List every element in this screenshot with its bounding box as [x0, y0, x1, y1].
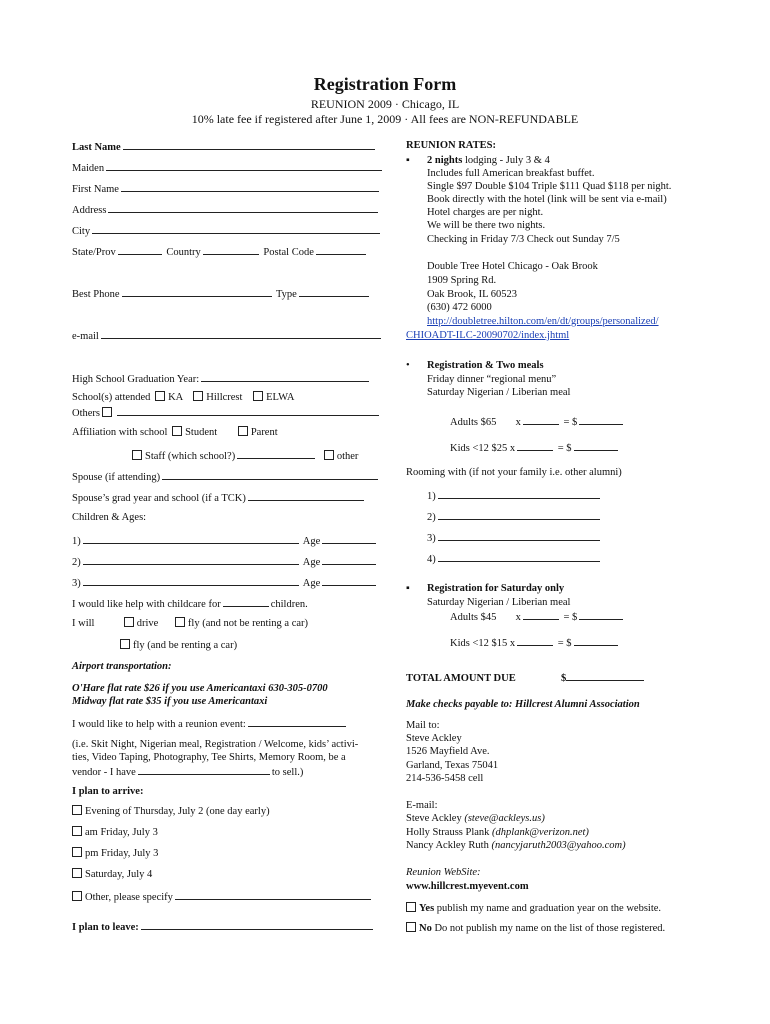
city-field[interactable] — [92, 223, 380, 234]
rate-line-4: Hotel charges are per night. — [427, 207, 544, 218]
spouse-grad-field[interactable] — [248, 490, 364, 501]
last-name-row: Last Name — [72, 139, 377, 154]
others-row: Others — [72, 405, 381, 420]
arrive-option-5: Other, please specify — [72, 889, 373, 904]
travel-row: I will drive fly (and not be renting a car) — [72, 618, 309, 629]
grad-year-field[interactable] — [201, 371, 369, 382]
rate-line-5: We will be there two nights. — [427, 220, 546, 231]
drive-checkbox[interactable] — [124, 617, 134, 627]
meals-line-2: Saturday Nigerian / Liberian meal — [427, 387, 571, 398]
arrive-option-3: pm Friday, July 3 — [72, 847, 158, 860]
square-bullet-icon: ▪ — [406, 155, 410, 166]
rate-line-6: Checking in Friday 7/3 Check out Sunday 7/5 — [427, 234, 620, 245]
saturday-adults-row: Adults $45 x = $ — [450, 609, 625, 624]
child-3-name-field[interactable] — [83, 575, 299, 586]
adults-row: Adults $65 x = $ — [450, 414, 625, 429]
help-event-row: I would like to help with a reunion event: — [72, 716, 348, 731]
ohare-rate: O'Hare flat rate $26 if you use Americantaxi 630-305-0700 — [72, 683, 328, 694]
publish-yes-checkbox[interactable] — [406, 902, 416, 912]
adults-count-field[interactable] — [523, 414, 559, 425]
arrive-other-field[interactable] — [175, 889, 371, 900]
rates-heading: REUNION RATES: — [406, 140, 496, 151]
leave-row: I plan to leave: — [72, 919, 375, 934]
saturday-adults-count-field[interactable] — [523, 609, 559, 620]
first-name-field[interactable] — [121, 181, 379, 192]
postal-code-field[interactable] — [316, 244, 366, 255]
adults-total-field[interactable] — [579, 414, 623, 425]
email-contact-1: Steve Ackley (steve@ackleys.us) — [406, 813, 545, 824]
fly-car-row: fly (and be renting a car) — [118, 639, 237, 652]
saturday-heading: ▪ Registration for Saturday only — [406, 583, 565, 594]
state-field[interactable] — [118, 244, 162, 255]
child-1-name-field[interactable] — [83, 533, 299, 544]
hotel-link-line-1[interactable]: http://doubletree.hilton.com/en/dt/groups/personalized/ — [427, 316, 659, 327]
airport-heading: Airport transportation: — [72, 661, 172, 672]
address-row: Address — [72, 202, 380, 217]
others-checkbox[interactable] — [102, 407, 112, 417]
kids-count-field[interactable] — [517, 440, 553, 451]
late-fee-notice: 10% late fee if registered after June 1, 2009 · All fees are NON-REFUNDABLE — [191, 112, 579, 126]
hotel-phone: (630) 472 6000 — [427, 302, 492, 313]
ka-checkbox[interactable] — [155, 391, 165, 401]
vendor-items-field[interactable] — [138, 764, 270, 775]
child-1-age-field[interactable] — [322, 533, 376, 544]
mail-city: Garland, Texas 75041 — [406, 760, 499, 771]
rooming-label: Rooming with (if not your family i.e. other alumni) — [406, 467, 622, 478]
childcare-row: I would like help with childcare for children. — [72, 596, 308, 611]
last-name-field[interactable] — [123, 139, 375, 150]
arrive-option-2: am Friday, July 3 — [72, 826, 158, 839]
child-2-age-field[interactable] — [322, 554, 376, 565]
mail-phone: 214-536-5458 cell — [406, 773, 484, 784]
phone-field[interactable] — [122, 286, 272, 297]
arrive-4-checkbox[interactable] — [72, 868, 82, 878]
other-affiliation-checkbox[interactable] — [324, 450, 334, 460]
arrive-heading: I plan to arrive: — [72, 786, 144, 797]
staff-row: Staff (which school?) other — [130, 448, 358, 463]
publish-yes-row: Yes publish my name and graduation year on the website. — [406, 902, 661, 915]
arrive-5-checkbox[interactable] — [72, 891, 82, 901]
children-label: Children & Ages: — [72, 512, 147, 523]
mail-street: 1526 Mayfield Ave. — [406, 746, 490, 757]
help-list-2: ties, Video Taping, Photography, Tee Shirts, Memory Room, be a — [72, 752, 346, 763]
saturday-adults-total-field[interactable] — [579, 609, 623, 620]
mail-name: Steve Ackley — [406, 733, 462, 744]
email-contact-3: Nancy Ackley Ruth (nancyjaruth2003@yahoo.com) — [406, 840, 626, 851]
spouse-row: Spouse (if attending) — [72, 469, 380, 484]
rooming-1-field[interactable] — [438, 488, 600, 499]
child-3-age-field[interactable] — [322, 575, 376, 586]
email-row: e-mail — [72, 328, 383, 343]
arrive-3-checkbox[interactable] — [72, 847, 82, 857]
affiliation-row: Affiliation with school Student Parent — [72, 427, 278, 438]
publish-no-checkbox[interactable] — [406, 922, 416, 932]
rate-line-2: Single $97 Double $104 Triple $111 Quad $118 per night. — [427, 181, 672, 192]
saturday-line-1: Saturday Nigerian / Liberian meal — [427, 597, 571, 608]
childcare-count-field[interactable] — [223, 596, 269, 607]
fly-no-car-checkbox[interactable] — [175, 617, 185, 627]
schools-row: School(s) attended KA Hillcrest ELWA — [72, 392, 295, 403]
grad-year-row: High School Graduation Year: — [72, 371, 371, 386]
hotel-link-line-2[interactable]: CHIOADT-ILC-20090702/index.jhtml — [406, 330, 570, 341]
elwa-checkbox[interactable] — [253, 391, 263, 401]
address-field[interactable] — [108, 202, 378, 213]
form-title: Registration Form — [313, 74, 457, 94]
help-list-3: vendor - I have to sell.) — [72, 764, 303, 779]
total-amount-field[interactable] — [566, 670, 644, 681]
arrive-option-4: Saturday, July 4 — [72, 868, 152, 881]
rate-line-1: Includes full American breakfast buffet. — [427, 168, 595, 179]
parent-checkbox[interactable] — [238, 426, 248, 436]
arrive-2-checkbox[interactable] — [72, 826, 82, 836]
website-label: Reunion WebSite: — [406, 867, 481, 878]
saturday-kids-total-field[interactable] — [574, 635, 618, 646]
city-row: City — [72, 223, 382, 238]
phone-type-field[interactable] — [299, 286, 369, 297]
rooming-3-field[interactable] — [438, 530, 600, 541]
first-name-row: First Name — [72, 181, 381, 196]
hotel-name: Double Tree Hotel Chicago - Oak Brook — [427, 261, 598, 272]
rooming-row-2: 2) — [406, 509, 602, 524]
staff-checkbox[interactable] — [132, 450, 142, 460]
kids-total-field[interactable] — [574, 440, 618, 451]
rate-line-3: Book directly with the hotel (link will be sent via e-mail) — [427, 194, 667, 205]
publish-no-row: No Do not publish my name on the list of those registered. — [406, 922, 665, 935]
email-contact-2: Holly Strauss Plank (dhplank@verizon.net) — [406, 827, 589, 838]
rooming-row-3: 3) — [406, 530, 602, 545]
child-row-3: 3) Age — [72, 575, 378, 590]
meals-line-1: Friday dinner “regional menu” — [427, 374, 557, 385]
leave-field[interactable] — [141, 919, 373, 930]
student-checkbox[interactable] — [172, 426, 182, 436]
rooming-4-field[interactable] — [438, 551, 600, 562]
rooming-row-1: 1) — [406, 488, 602, 503]
rooming-2-field[interactable] — [438, 509, 600, 520]
rooming-row-4: 4) — [406, 551, 602, 566]
checks-payable: Make checks payable to: Hillcrest Alumni Association — [406, 699, 640, 710]
arrive-option-1: Evening of Thursday, July 2 (one day early) — [72, 805, 270, 818]
child-2-name-field[interactable] — [83, 554, 299, 565]
phone-row: Best Phone Type — [72, 286, 371, 301]
hotel-street: 1909 Spring Rd. — [427, 275, 497, 286]
website-url: www.hillcrest.myevent.com — [406, 881, 529, 892]
others-field[interactable] — [117, 405, 379, 416]
maiden-row: Maiden — [72, 160, 384, 175]
spouse-grad-row: Spouse’s grad year and school (if a TCK) — [72, 490, 366, 505]
midway-rate: Midway flat rate $35 if you use Americantaxi — [72, 696, 268, 707]
saturday-kids-row: Kids <12 $15 x = $ — [450, 635, 620, 650]
round-bullet-icon: • — [406, 360, 410, 371]
help-event-field[interactable] — [248, 716, 346, 727]
fly-car-checkbox[interactable] — [120, 639, 130, 649]
spouse-field[interactable] — [162, 469, 378, 480]
square-bullet-icon: ▪ — [406, 583, 410, 594]
form-subtitle: REUNION 2009 · Chicago, IL — [310, 97, 460, 111]
lodging-row: ▪ 2 nights lodging - July 3 & 4 — [406, 155, 550, 166]
hillcrest-checkbox[interactable] — [193, 391, 203, 401]
maiden-name-field[interactable] — [106, 160, 382, 171]
country-field[interactable] — [203, 244, 259, 255]
help-list-1: (i.e. Skit Night, Nigerian meal, Registration / Welcome, kids’ activi- — [72, 739, 359, 750]
arrive-1-checkbox[interactable] — [72, 805, 82, 815]
meals-heading: • Registration & Two meals — [406, 360, 544, 371]
saturday-kids-count-field[interactable] — [517, 635, 553, 646]
staff-school-field[interactable] — [237, 448, 315, 459]
email-field[interactable] — [101, 328, 381, 339]
state-country-postal-row: State/Prov Country Postal Code — [72, 244, 368, 259]
child-row-1: 1) Age — [72, 533, 378, 548]
email-label: E-mail: — [406, 800, 438, 811]
hotel-city: Oak Brook, IL 60523 — [427, 289, 518, 300]
kids-row: Kids <12 $25 x = $ — [450, 440, 620, 455]
mail-label: Mail to: — [406, 720, 440, 731]
child-row-2: 2) Age — [72, 554, 378, 569]
total-row: TOTAL AMOUNT DUE $ — [406, 670, 646, 685]
